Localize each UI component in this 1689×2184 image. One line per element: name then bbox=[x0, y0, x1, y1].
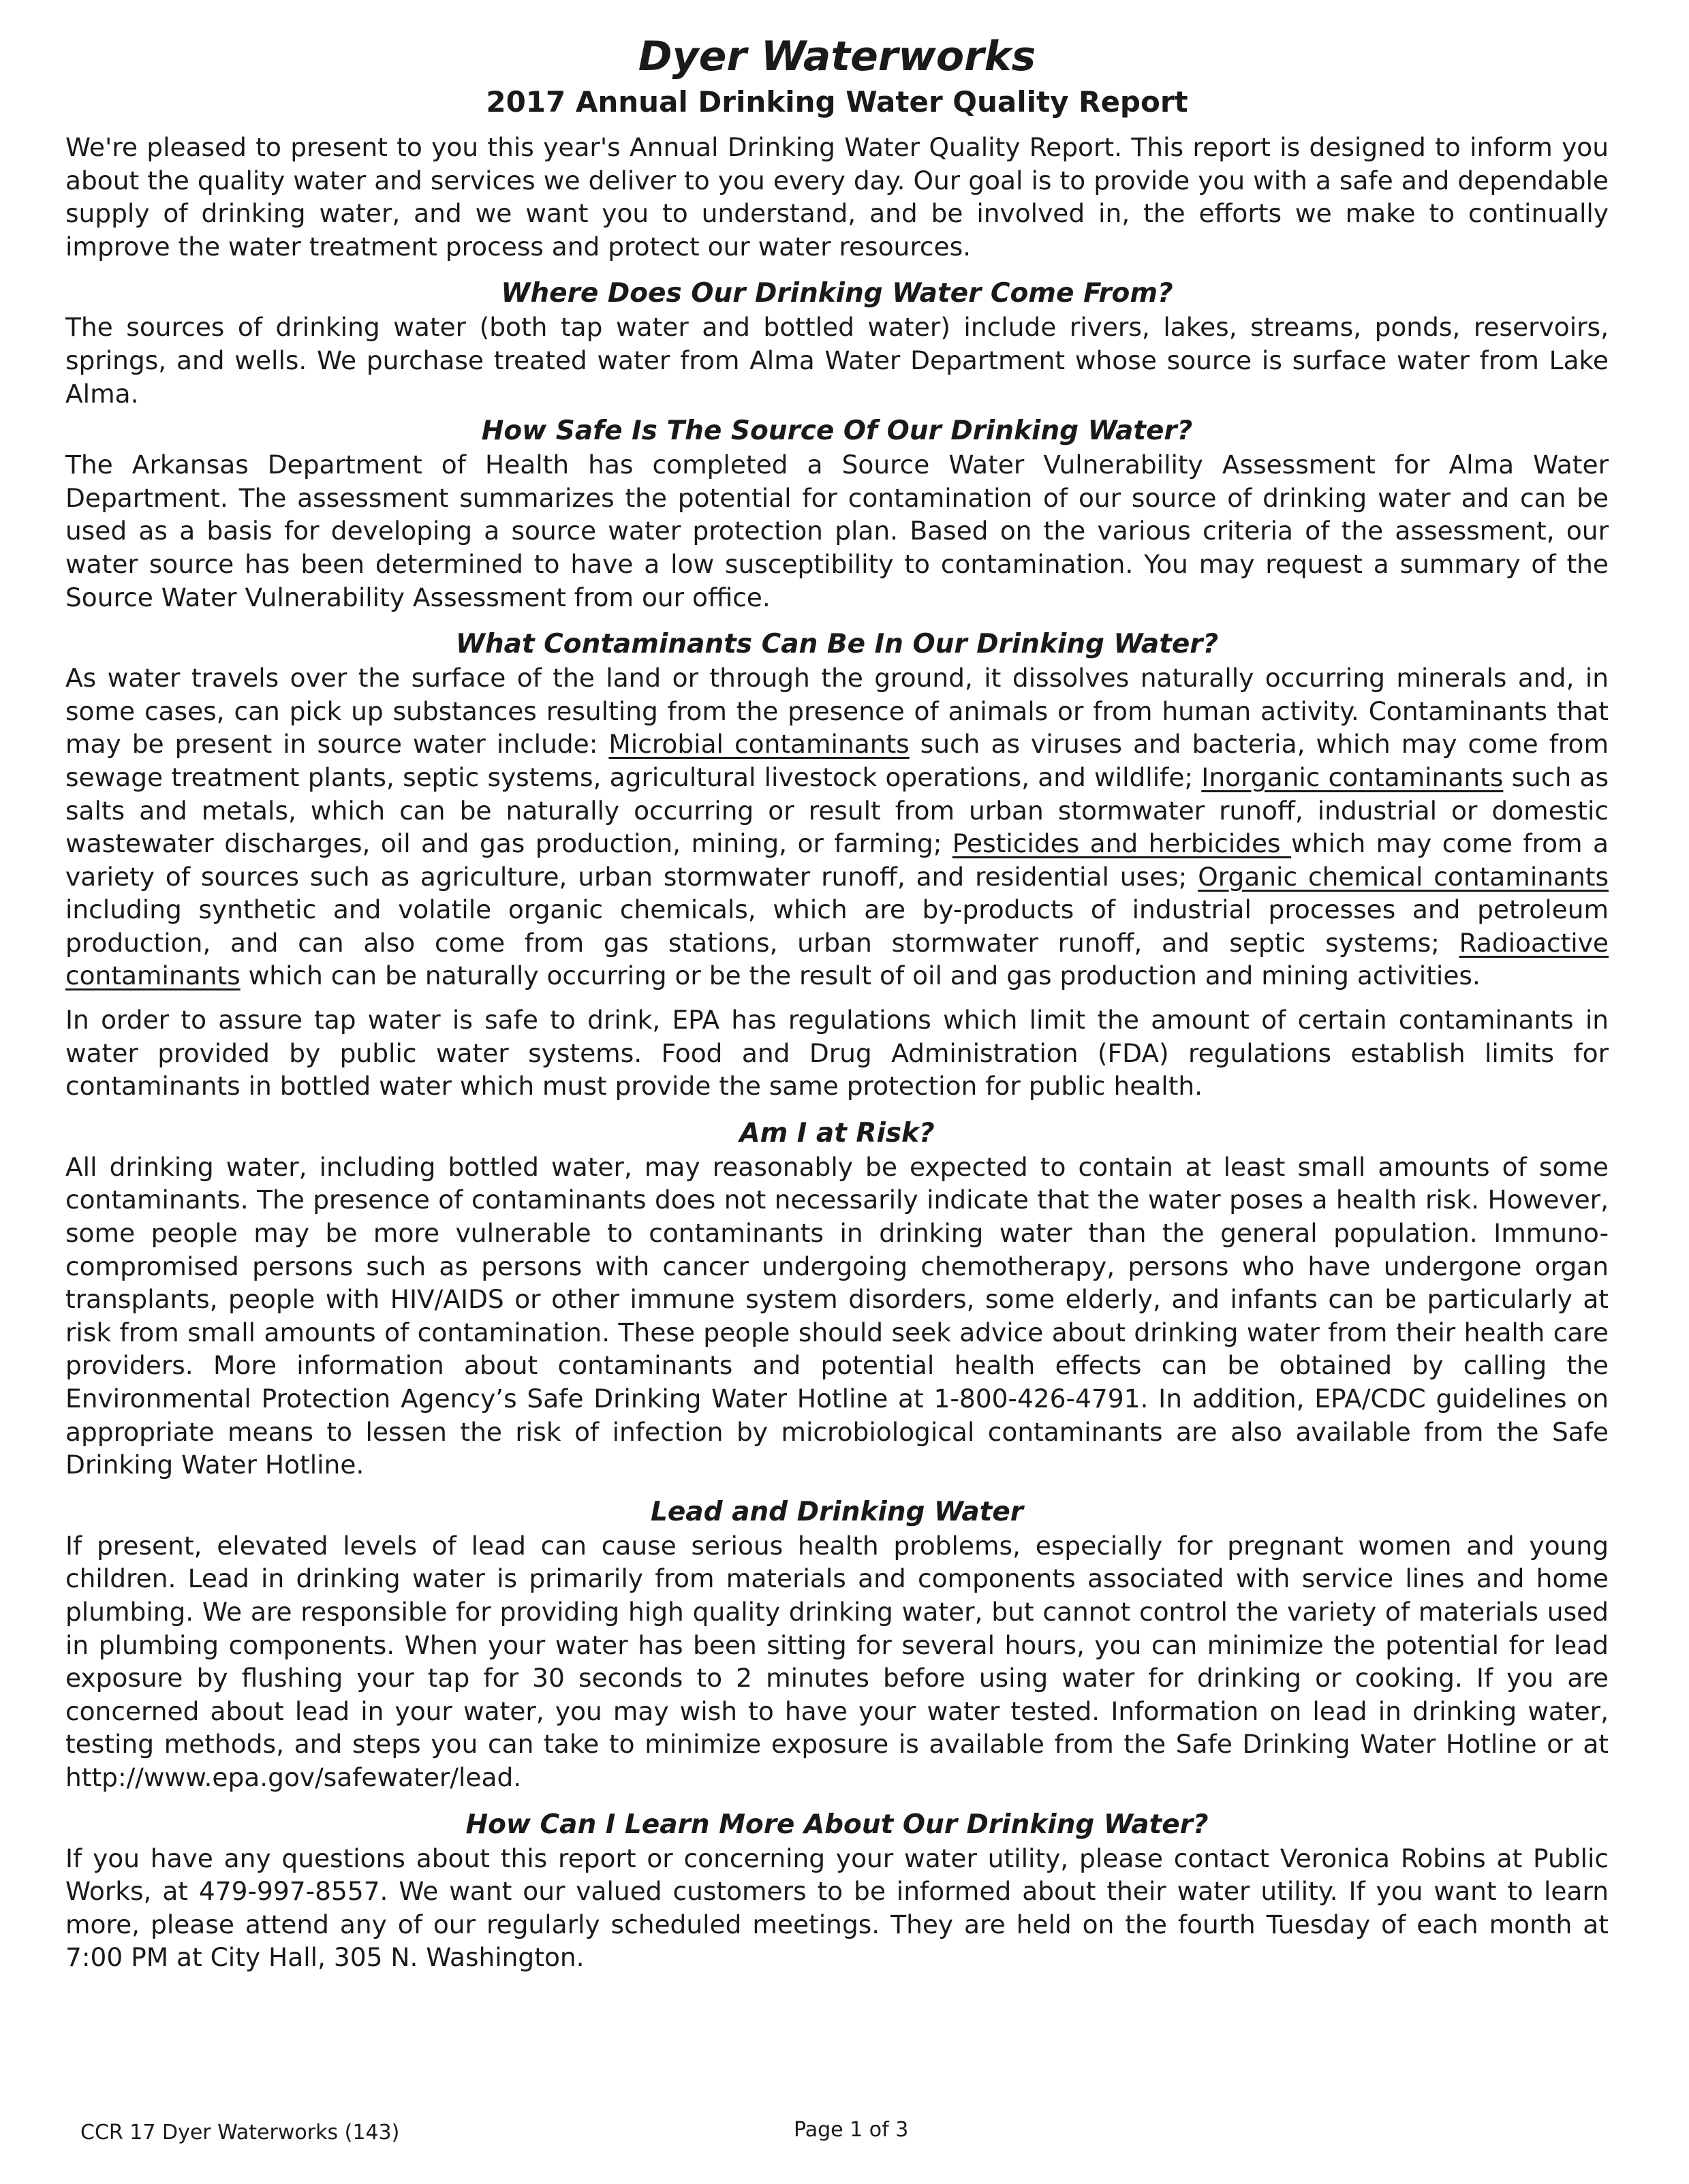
microbial-contaminants-term: Microbial contaminants bbox=[608, 729, 910, 760]
contaminants-paragraph bbox=[65, 661, 1609, 993]
inorganic-contaminants-term: Inorganic contaminants bbox=[1201, 762, 1504, 792]
footer-page-number: Page 1 of 3 bbox=[794, 2118, 909, 2142]
intro-paragraph: We're pleased to present to you this year's Annual Drinking Water Quality Report. This report is designed to inform you about the quality water and services we deliver to you every day. Our goal is to provide you with a safe and dependable supply of drinking water, and we want you to understand, and be involved in, the efforts we make to continually improve the water treatment process and protect our water resources. bbox=[65, 132, 1609, 262]
contaminants-intro-text: As water travels over the surface of the land or through the ground, it dissolves naturally occurring minerals and, in some cases, can pick up substances resulting from the presence of animals or from human activity. Contaminants that may be present in source water include: bbox=[65, 663, 1609, 760]
source-paragraph: The sources of drinking water (both tap water and bottled water) include rivers, lakes, streams, ponds, reservoirs, springs, and wells. We purchase treated water from Alma Water Department whose source is surface water from Lake Alma. bbox=[65, 312, 1609, 409]
risk-heading: Am I at Risk? bbox=[739, 1117, 935, 1149]
inorganic-contaminants-text: such as salts and metals, which can be naturally occurring or result from urban stormwater runoff, industrial or domestic wastewater discharges, oil and gas production, mining, or farming; bbox=[65, 762, 1609, 859]
lead-heading: Lead and Drinking Water bbox=[650, 1496, 1023, 1527]
organic-chemical-contaminants-text: including synthetic and volatile organic chemicals, which are by-products of industrial processes and petroleum production, and can also come from gas stations, urban stormwater runoff, and septic systems; bbox=[65, 894, 1609, 958]
safety-paragraph: The Arkansas Department of Health has completed a Source Water Vulnerability Assessment for Alma Water Department. The assessment summarizes the potential for contamination of our source of drinking water and can be used as a basis for developing a source water protection plan. Based on the various criteria of the assessment, our water source has been determined to have a low susceptibility to contamination. You may request a summary of the Source Water Vulnerability Assessment from our office. bbox=[65, 450, 1609, 612]
radioactive-contaminants-term: Radioactive contaminants bbox=[65, 927, 1609, 991]
report-title: Dyer Waterworks bbox=[638, 33, 1036, 80]
contaminants-heading: What Contaminants Can Be In Our Drinking Water? bbox=[455, 629, 1219, 660]
safety-heading: How Safe Is The Source Of Our Drinking Water? bbox=[481, 416, 1193, 447]
organic-chemical-contaminants-term: Organic chemical contaminants bbox=[1198, 861, 1609, 892]
report-subtitle: 2017 Annual Drinking Water Quality Report bbox=[486, 85, 1188, 119]
footer-document-id: CCR 17 Dyer Waterworks (143) bbox=[80, 2121, 400, 2144]
learn-more-paragraph: If you have any questions about this report or concerning your water utility, please contact Veronica Robins at Public Works, at 479-997-8557. We want our valued customers to be informed about their water utility. If you want to learn more, please attend any of our regularly scheduled meetings. They are held on the fourth Tuesday of each month at 7:00 PM at City Hall, 305 N. Washington. bbox=[65, 1843, 1609, 1973]
learn-more-heading: How Can I Learn More About Our Drinking Water? bbox=[465, 1809, 1209, 1840]
pesticides-herbicides-text: which may come from a variety of sources such as agriculture, urban stormwater runoff, and residential uses; bbox=[65, 828, 1609, 892]
lead-paragraph: If present, elevated levels of lead can cause serious health problems, especially for pregnant women and young children. Lead in drinking water is primarily from materials and components associated with service lines and home plumbing. We are responsible for providing high quality drinking water, but cannot control the variety of materials used in plumbing components. When your water has been sitting for several hours, you can minimize the potential for lead exposure by flushing your tap for 30 seconds to 2 minutes before using water for drinking or cooking. If you are concerned about lead in your water, you may wish to have your water tested. Information on lead in drinking water, testing methods, and steps you can take to minimize exposure is available from the Safe Drinking Water Hotline or at http://www.epa.gov/safewater/lead. bbox=[65, 1530, 1609, 1792]
microbial-contaminants-text: such as viruses and bacteria, which may come from sewage treatment plants, septic systems, agricultural livestock operations, and wildlife; bbox=[65, 729, 1609, 792]
regulations-paragraph: In order to assure tap water is safe to drink, EPA has regulations which limit the amount of certain contaminants in water provided by public water systems. Food and Drug Administration (FDA) regulations establish limits for contaminants in bottled water which must provide the same protection for public health. bbox=[65, 1005, 1609, 1102]
radioactive-contaminants-text: which can be naturally occurring or be the result of oil and gas production and mining activities. bbox=[240, 961, 1481, 991]
pesticides-herbicides-term: Pesticides and herbicides bbox=[952, 828, 1291, 859]
source-heading: Where Does Our Drinking Water Come From? bbox=[501, 278, 1173, 309]
risk-paragraph: All drinking water, including bottled water, may reasonably be expected to contain at least small amounts of some contaminants. The presence of contaminants does not necessarily indicate that the water poses a health risk. However, some people may be more vulnerable to contaminants in drinking water than the general population. Immuno-compromised persons such as persons with cancer undergoing chemotherapy, persons who have undergone organ transplants, people with HIV/AIDS or other immune system disorders, some elderly, and infants can be particularly at risk from small amounts of contamination. These people should seek advice about drinking water from their health care providers. More information about contaminants and potential health effects can be obtained by calling the Environmental Protection Agency’s Safe Drinking Water Hotline at 1-800-426-4791. In addition, EPA/CDC guidelines on appropriate means to lessen the risk of infection by microbiological contaminants are also available from the Safe Drinking Water Hotline. bbox=[65, 1151, 1609, 1480]
